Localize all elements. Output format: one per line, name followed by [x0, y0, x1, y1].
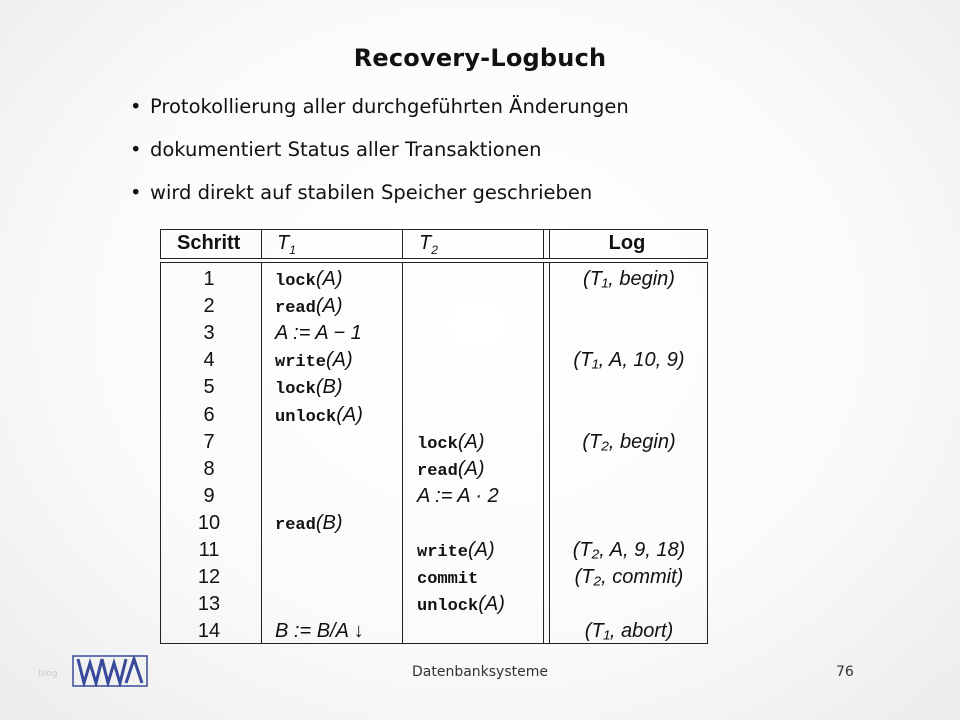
step-number: 12 [197, 566, 221, 589]
log-entry: (T₁, A, 10, 9) [573, 349, 685, 372]
bullet-text: dokumentiert Status aller Transaktionen [150, 138, 542, 161]
log-entry: (T₂, A, 9, 18) [572, 539, 686, 561]
step-number: 14 [197, 620, 221, 643]
header-step: Schritt [177, 232, 241, 254]
log-entry: (T₂, commit) [574, 566, 684, 589]
header-t2: $T_2$ [419, 232, 438, 257]
slide-title: Recovery-Logbuch [353, 44, 607, 72]
t1-action: lock(A) [275, 268, 343, 291]
log-entry: (T₁, abort) [584, 620, 674, 643]
log-entry: (T₁, begin) [583, 268, 675, 290]
table-header [160, 229, 708, 259]
t2-action: unlock(A) [417, 593, 505, 617]
t1-action: write(A) [275, 349, 353, 373]
step-number: 5 [203, 376, 215, 399]
t1-action: A := A − 1 [275, 322, 362, 345]
t2-action: commit [417, 570, 479, 590]
bullet-item: • dokumentiert Status aller Transaktionen [130, 138, 542, 161]
t1-action: lock(B) [275, 376, 343, 400]
t1-action: unlock(A) [275, 403, 363, 427]
step-number: 9 [203, 484, 215, 507]
step-number: 7 [203, 430, 215, 453]
step-number: 10 [197, 511, 221, 534]
t2-action: read(A) [417, 457, 485, 481]
step-number: 4 [203, 349, 215, 372]
t2-action: lock(A) [417, 430, 485, 454]
footer-small-text: blog [38, 669, 58, 679]
page-number: 76 [836, 664, 854, 680]
step-number: 6 [203, 403, 215, 426]
step-number: 13 [197, 593, 221, 616]
step-number: 2 [203, 295, 215, 318]
bullet-item: • Protokollierung aller durchgeführten Änderungen [130, 95, 629, 118]
header-t1: $T_1$ [277, 232, 296, 257]
step-number: 1 [203, 268, 215, 290]
bullet-text: wird direkt auf stabilen Speicher geschrieben [150, 181, 593, 204]
bullet-item: • wird direkt auf stabilen Speicher geschrieben [130, 181, 593, 204]
header-log: Log [608, 232, 646, 254]
footer-title: Datenbanksysteme [411, 664, 548, 680]
table-body [160, 262, 708, 644]
step-number: 8 [203, 457, 215, 480]
step-number: 11 [198, 539, 220, 561]
t1-action: read(B) [275, 511, 343, 535]
t1-action: B := B/A ↓ [275, 620, 364, 643]
log-entry: (T₂, begin) [582, 430, 676, 453]
t1-action: read(A) [275, 295, 343, 319]
step-number: 3 [203, 322, 215, 345]
t2-action: A := A · 2 [417, 484, 499, 507]
t2-action: write(A) [417, 539, 495, 562]
bullet-text: Protokollierung aller durchgeführten Änderungen [150, 95, 629, 118]
bullet-list [130, 94, 629, 223]
